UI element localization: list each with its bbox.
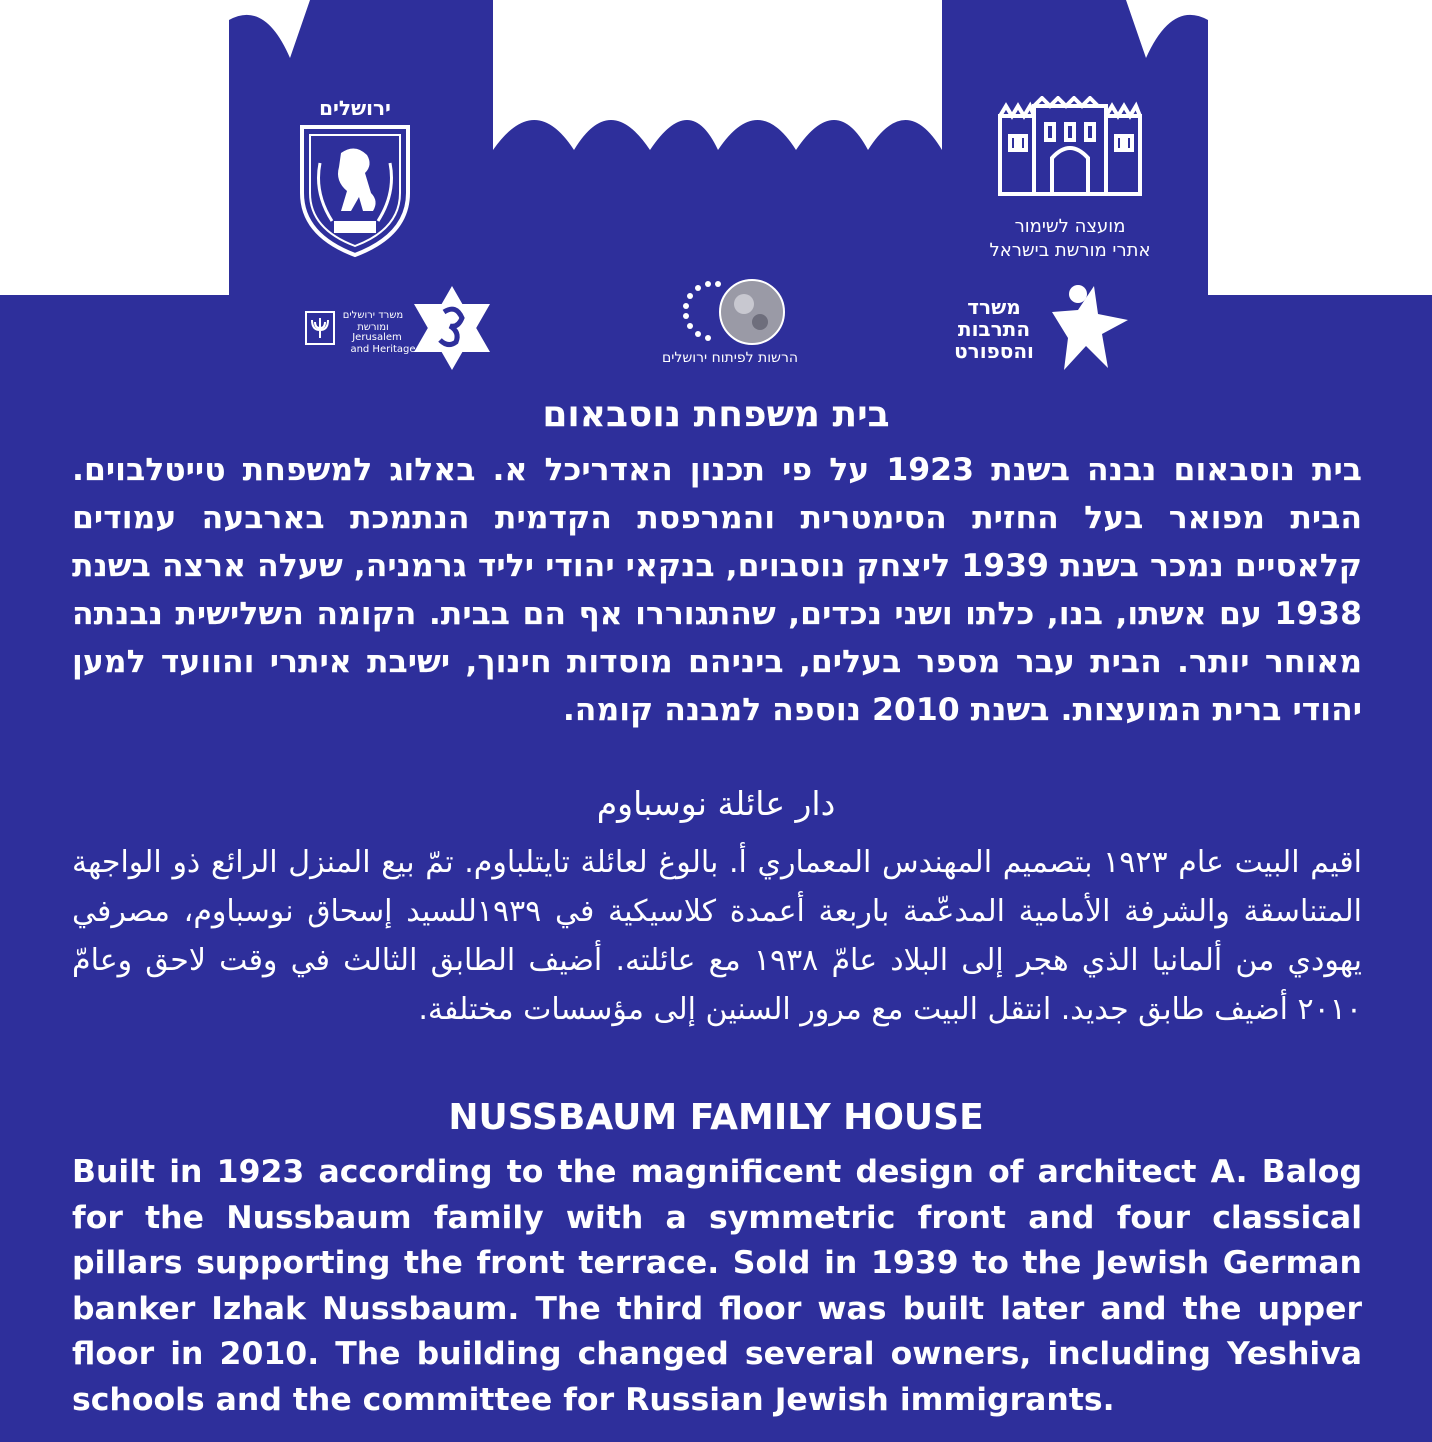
- council-label-line1: מועצה לשימור: [1014, 216, 1126, 237]
- lion-shield-icon: [296, 123, 414, 258]
- jerusalem-emblem-label: ירושלים: [319, 96, 391, 120]
- authority-label: הרשות לפיתוח ירושלים: [661, 350, 799, 366]
- ministry-en-label1: Jerusalem: [352, 332, 402, 343]
- arabic-body: اقيم البيت عام ١٩٢٣ بتصميم المهندس المعماري أ. بالوغ لعائلة تايتلباوم. تمّ بيع المنزل الرائع ذو الواجهة المتناسقة والشرفة الأمامية المدعّمة باربعة أعمدة كلاسيكية في ١٩٣٩للسيد إسحاق نوسباوم، مصرفي يهودي من ألمانيا الذي هجر إلى البلاد عامّ ١٩٣٨ مع عائلته. أضيف الطابق الثالث في وقت لاحق وعامّ ٢٠١٠ أضيف طابق جديد. انتقل البيت مع مرور السنين إلى مؤسسات مختلفة.: [72, 845, 1363, 1027]
- jerusalem-emblem: [296, 96, 414, 256]
- council-label-line2: אתרי מורשת בישראל: [989, 240, 1151, 261]
- crenellation-cutout: [493, 0, 942, 150]
- ministry-en-label2: and Heritage: [350, 344, 416, 355]
- menorah-emblem-icon: [304, 310, 336, 346]
- ministry-jerusalem-heritage-logo: [300, 282, 494, 374]
- star-figure-icon: [1042, 282, 1132, 374]
- ministry-culture-sport-logo: [948, 282, 1132, 374]
- hebrew-body: בית נוסבאום נבנה בשנת 1923 על פי תכנון האדריכל א. באלוג למשפחת טייטלבוים. הבית מפואר בעל החזית הסימטרית והמרפסת הקדמית הנתמכת בארבעה עמודים קלאסיים נמכר בשנת 1939 ליצחק נוסבוים, בנקאי יהודי יליד גרמניה, שעלה ארצה בשנת 1938 עם אשתו, בנו, כלתו ושני נכדים, שהתגוררו אף הם בבית. הקומה השלישית נבנתה מאוחר יותר. הבית עבר מספר בעלים, ביניהם מוסדות חינוך, ישיבת איתרי והוועד למען יהודי ברית המועצות. בשנת 2010 נוספה למבנה קומה.: [72, 452, 1363, 728]
- heritage-council-logo: [960, 96, 1180, 266]
- culture-label-line2: התרבות: [957, 317, 1031, 341]
- star-of-david-lion-icon: [410, 282, 494, 374]
- globe-dots-icon: [668, 276, 788, 346]
- english-title: NUSSBAUM FAMILY HOUSE: [448, 1097, 984, 1138]
- english-body: Built in 1923 according to the magnificent design of architect A. Balog for the Nussbaum family with a symmetric front and four classical pillars supporting the front terrace. Sold in 1939 to the Jewish German banker Izhak Nussbaum. The third floor was built later and the upper floor in 2010. The building changed several owners, including Yeshiva schools and the committee for Russian Jewish immigrants.: [72, 1154, 1362, 1418]
- jerusalem-development-authority-logo: [640, 276, 820, 372]
- culture-label-line1: משרד: [967, 295, 1021, 319]
- hebrew-title: בית משפחת נוסבאום: [542, 394, 890, 435]
- arabic-title: دار عائلة نوسباوم: [596, 784, 836, 823]
- fortress-building-icon: [996, 96, 1144, 196]
- culture-label-line3: והספורט: [954, 339, 1034, 363]
- ministry-heb-label: משרד ירושלים ומורשת: [342, 310, 404, 333]
